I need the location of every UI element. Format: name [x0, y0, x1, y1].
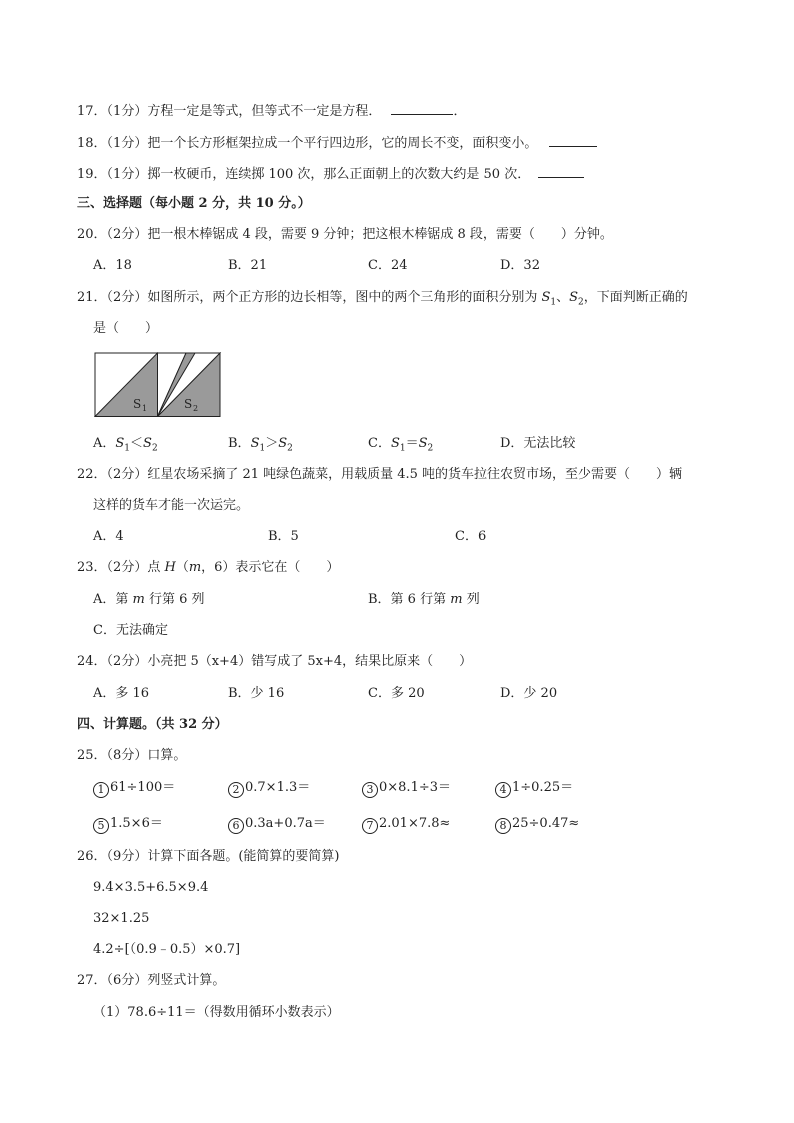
opt-letter: B． [228, 436, 251, 451]
circle-number: 5 [93, 818, 109, 834]
s2-label: S [184, 397, 193, 411]
expr: 25÷0.47≈ [512, 816, 580, 831]
section-3-heading: 三、选择题（每小题 2 分，共 10 分。） [77, 196, 311, 211]
s1-var: S [115, 436, 125, 451]
q20-option-d[interactable]: D．32 [500, 258, 540, 273]
triangle-s1 [95, 353, 158, 417]
question-21-text-2: ，下面判断正确的 [583, 290, 688, 305]
question-18 [77, 133, 597, 153]
s2-var: S [143, 436, 152, 451]
circle-number: 8 [495, 818, 511, 834]
s1-sub: 1 [550, 297, 557, 308]
question-23-rest: ，6）表示它在（ ） [201, 560, 340, 575]
question-26: 26．（9分）计算下面各题。(能简算的要简算) [77, 849, 340, 864]
q20-option-b[interactable]: B．21 [228, 258, 268, 273]
question-21-text: 21．（2分）如图所示，两个正方形的边长相等，图中的两个三角形的面积分别为 [77, 290, 538, 305]
question-27-part-1: （1）78.6÷11＝（得数用循环小数表示） [93, 1005, 340, 1020]
s1-var: S [390, 436, 400, 451]
var-m: m [132, 592, 145, 607]
var-m: m [188, 560, 202, 575]
q23-option-a[interactable] [93, 591, 205, 609]
sub: 2 [151, 443, 158, 454]
q22-option-c[interactable]: C．6 [455, 529, 487, 544]
opt-letter: C． [368, 436, 391, 451]
s1-var: S [250, 436, 260, 451]
q21-option-d[interactable]: D．无法比较 [500, 436, 576, 451]
question-17-text: 17．（1分）方程一定是等式，但等式不一定是方程． [77, 104, 382, 119]
q22-option-b[interactable]: B．5 [268, 529, 299, 544]
question-27: 27．（6分）列竖式计算。 [77, 973, 226, 988]
expr: 1÷0.25＝ [512, 780, 574, 795]
mental-calc-item [495, 779, 573, 798]
calc-item: 32×1.25 [93, 911, 150, 926]
calc-item: 4.2÷[（0.9﹣0.5）×0.7] [93, 942, 241, 957]
question-19 [77, 164, 584, 184]
circle-number: 2 [228, 782, 244, 798]
question-17 [77, 101, 466, 121]
question-22-cont: 这样的货车才能一次运完。 [93, 498, 250, 513]
mental-calc-item [93, 779, 175, 798]
calc-item: 9.4×3.5+6.5×9.4 [93, 880, 209, 895]
opt-text: 列 [466, 592, 480, 607]
opt-letter: A． [93, 436, 116, 451]
q24-option-a[interactable]: A．多 16 [93, 686, 150, 701]
q21-option-b[interactable]: B．$S_1>S_2$ [228, 436, 293, 454]
sub: 1 [259, 443, 266, 454]
opt-text: B．第 6 行第 [368, 592, 447, 607]
q24-option-d[interactable]: D．少 20 [500, 686, 558, 701]
point-h: H [164, 560, 176, 575]
mental-calc-item [93, 815, 163, 834]
mental-calc-item [228, 779, 310, 798]
q23-option-c[interactable]: C．无法确定 [93, 623, 168, 638]
question-21-cont: 是（ ） [93, 321, 159, 336]
section-4-heading: 四、计算题。（共 32 分） [77, 717, 228, 732]
q21-option-c[interactable]: C．$S_1=S_2$ [368, 436, 434, 454]
q22-option-a[interactable]: A．4 [93, 529, 124, 544]
sub: 2 [427, 443, 434, 454]
circle-number: 4 [495, 782, 511, 798]
mental-calc-item [362, 779, 451, 798]
mental-calc-item [228, 815, 326, 834]
expr: 1.5×6＝ [110, 816, 163, 831]
mental-calc-item [495, 815, 579, 834]
opt-text: 行第 6 列 [149, 592, 205, 607]
mental-calc-item [362, 815, 450, 834]
question-17-end: ． [453, 104, 467, 119]
var-m: m [450, 592, 463, 607]
circle-number: 1 [93, 782, 109, 798]
s2-label-sub: 2 [193, 404, 199, 413]
two-squares-figure [94, 352, 222, 418]
q20-option-a[interactable]: A．18 [93, 258, 132, 273]
q21-option-a[interactable]: A．$S_1<S_2$ [93, 436, 158, 454]
sub: 1 [399, 443, 406, 454]
circle-number: 3 [362, 782, 378, 798]
question-25: 25．（8分）口算。 [77, 748, 187, 763]
answer-blank[interactable] [549, 133, 597, 147]
s1-var: S [541, 290, 551, 305]
s2-sub: 2 [578, 297, 584, 308]
expr: 0.3a+0.7a＝ [245, 816, 326, 831]
s1-label: S [133, 397, 142, 411]
question-20: 20．（2分）把一根木棒锯成 4 段，需要 9 分钟；把这根木棒锯成 8 段，需要（ ）分钟。 [77, 227, 613, 242]
expr: 0.7×1.3＝ [245, 780, 311, 795]
question-18-text: 18．（1分）把一个长方形框架拉成一个平行四边形，它的周长不变，面积变小。 [77, 136, 538, 151]
circle-number: 7 [362, 818, 378, 834]
sub: 2 [287, 443, 293, 454]
question-22: 22．（2分）红星农场采摘了 21 吨绿色蔬菜，用载质量 4.5 吨的货车拉往农贸市场，至少需要（ ）辆 [77, 467, 683, 482]
s2-var: S [278, 436, 288, 451]
s2-var: S [569, 290, 579, 305]
answer-blank[interactable] [391, 101, 453, 115]
question-23-text: 23．（2分）点 [77, 560, 161, 575]
question-23: 23．（2分）点 H（m，6）表示它在（ ） [77, 560, 340, 575]
expr: 0×8.1÷3＝ [379, 780, 452, 795]
question-19-text: 19．（1分）掷一枚硬币，连续掷 100 次，那么正面朝上的次数大约是 50 次． [77, 167, 531, 182]
question-21: 21．（2分）如图所示，两个正方形的边长相等，图中的两个三角形的面积分别为 $S_1$、$S_2$，下面判断正确的 [77, 290, 688, 308]
answer-blank[interactable] [538, 164, 584, 178]
q24-option-b[interactable]: B．少 16 [228, 686, 285, 701]
opt-text: A．第 [93, 592, 129, 607]
q24-option-c[interactable]: C．多 20 [368, 686, 425, 701]
sub: 1 [124, 443, 131, 454]
circle-number: 6 [228, 818, 244, 834]
q23-option-b[interactable] [368, 591, 480, 609]
expr: 2.01×7.8≈ [379, 816, 451, 831]
question-24: 24．（2分）小亮把 5（x+4）错写成了 5x+4，结果比原来（ ） [77, 654, 473, 669]
s1-label-sub: 1 [142, 404, 148, 413]
s2-var: S [418, 436, 428, 451]
q20-option-c[interactable]: C．24 [368, 258, 408, 273]
expr: 61÷100＝ [110, 780, 176, 795]
